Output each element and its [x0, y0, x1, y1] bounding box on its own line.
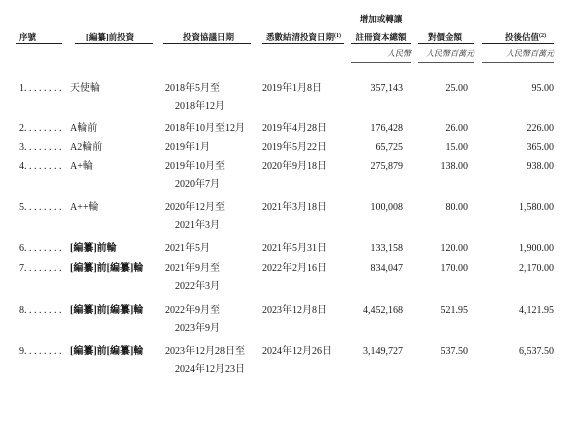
header-capital-line1: 增加或轉讓 — [359, 14, 403, 24]
row-agreement-date-cont: 2021年3月 — [175, 220, 220, 231]
row-capital: 834,047 — [370, 263, 403, 274]
row-settlement-date: 2020年9月18日 — [262, 161, 327, 172]
row-settlement-date: 2021年3月18日 — [262, 202, 327, 213]
unit-rule — [351, 62, 411, 63]
row-seq: 3. . . . . . . . — [19, 142, 62, 153]
row-valuation: 2,170.00 — [519, 263, 554, 274]
header-settlement-date: 悉數結清投資日期$^{(1)}$ — [266, 32, 342, 42]
header-valuation: 投後估值$^{(2)}$ — [505, 32, 547, 42]
row-round: A輪前 — [70, 123, 98, 134]
row-agreement-date: 2022年9月至 — [165, 305, 220, 316]
row-valuation: 226.00 — [526, 123, 554, 134]
row-agreement-date: 2020年12月至 — [165, 202, 225, 213]
row-settlement-date: 2021年5月31日 — [262, 243, 327, 254]
row-valuation: 938.00 — [526, 161, 554, 172]
row-settlement-date: 2019年5月22日 — [262, 142, 327, 153]
row-agreement-date-cont: 2023年9月 — [175, 323, 220, 334]
row-valuation: 95.00 — [531, 83, 554, 94]
row-agreement-date-cont: 2020年7月 — [175, 179, 220, 190]
header-rule — [351, 43, 411, 44]
header-rule — [262, 43, 344, 44]
row-seq: 6. . . . . . . . — [19, 243, 62, 254]
row-agreement-date-cont: 2022年3月 — [175, 281, 220, 292]
row-capital: 357,143 — [370, 83, 403, 94]
unit-rule — [418, 62, 474, 63]
header-agreement-date: 投資協議日期 — [183, 32, 235, 42]
row-valuation: 6,537.50 — [519, 346, 554, 357]
row-valuation: 1,580.00 — [519, 202, 554, 213]
row-capital: 100,008 — [370, 202, 403, 213]
unit-rule — [482, 62, 554, 63]
row-consideration: 120.00 — [440, 243, 468, 254]
header-rule — [75, 43, 153, 44]
row-seq: 9. . . . . . . . — [19, 346, 62, 357]
row-consideration: 537.50 — [440, 346, 468, 357]
row-consideration: 25.00 — [445, 83, 468, 94]
row-round: [編纂]前[編纂]輪 — [70, 346, 144, 357]
row-seq: 1. . . . . . . . — [19, 83, 62, 94]
row-agreement-date: 2018年5月至 — [165, 83, 220, 94]
row-valuation: 4,121.95 — [519, 305, 554, 316]
row-capital: 3,149,727 — [363, 346, 403, 357]
unit-valuation: 人民幣百萬元 — [506, 49, 554, 58]
row-round: A++輪 — [70, 202, 99, 213]
row-consideration: 80.00 — [445, 202, 468, 213]
header-capital-line2: 註冊資本總額 — [355, 32, 407, 42]
header-rule — [16, 43, 62, 44]
row-seq: 2. . . . . . . . — [19, 123, 62, 134]
header-rule — [418, 43, 474, 44]
row-seq: 7. . . . . . . . — [19, 263, 62, 274]
row-consideration: 521.95 — [440, 305, 468, 316]
row-seq: 8. . . . . . . . — [19, 305, 62, 316]
row-agreement-date: 2019年10月至 — [165, 161, 225, 172]
header-consideration: 對價金額 — [428, 32, 463, 42]
row-capital: 275,879 — [370, 161, 403, 172]
row-consideration: 138.00 — [440, 161, 468, 172]
row-settlement-date: 2019年1月8日 — [262, 83, 322, 94]
row-agreement-date: 2021年9月至 — [165, 263, 220, 274]
row-consideration: 15.00 — [445, 142, 468, 153]
row-agreement-date: 2018年10月至12月 — [165, 123, 245, 134]
row-round: [編纂]前[編纂]輪 — [70, 305, 144, 316]
row-consideration: 170.00 — [440, 263, 468, 274]
row-round: [編纂]前[編纂]輪 — [70, 263, 144, 274]
row-agreement-date: 2019年1月 — [165, 142, 210, 153]
row-seq: 4. . . . . . . . — [19, 161, 62, 172]
row-settlement-date: 2024年12月26日 — [262, 346, 332, 357]
row-round: [編纂]前輪 — [70, 243, 117, 254]
header-rule — [482, 43, 554, 44]
row-agreement-date-cont: 2024年12月23日 — [175, 364, 245, 375]
row-capital: 65,725 — [375, 142, 403, 153]
unit-capital: 人民幣 — [387, 49, 411, 58]
unit-consideration: 人民幣百萬元 — [426, 49, 474, 58]
row-capital: 133,158 — [370, 243, 403, 254]
row-capital: 176,428 — [370, 123, 403, 134]
row-settlement-date: 2023年12月8日 — [262, 305, 327, 316]
header-seq: 序號 — [19, 32, 37, 42]
row-round: A+輪 — [70, 161, 93, 172]
row-settlement-date: 2022年2月16日 — [262, 263, 327, 274]
header-rule — [163, 43, 251, 44]
row-agreement-date: 2021年5月 — [165, 243, 210, 254]
row-seq: 5. . . . . . . . — [19, 202, 62, 213]
row-settlement-date: 2019年4月28日 — [262, 123, 327, 134]
row-agreement-date: 2023年12月28日至 — [165, 346, 245, 357]
row-round: 天使輪 — [70, 83, 100, 94]
row-valuation: 1,900.00 — [519, 243, 554, 254]
row-capital: 4,452,168 — [363, 305, 403, 316]
row-round: A2輪前 — [70, 142, 103, 153]
row-valuation: 365.00 — [526, 142, 554, 153]
header-round: [編纂]前投資 — [86, 32, 135, 42]
row-agreement-date-cont: 2018年12月 — [175, 101, 225, 112]
row-consideration: 26.00 — [445, 123, 468, 134]
